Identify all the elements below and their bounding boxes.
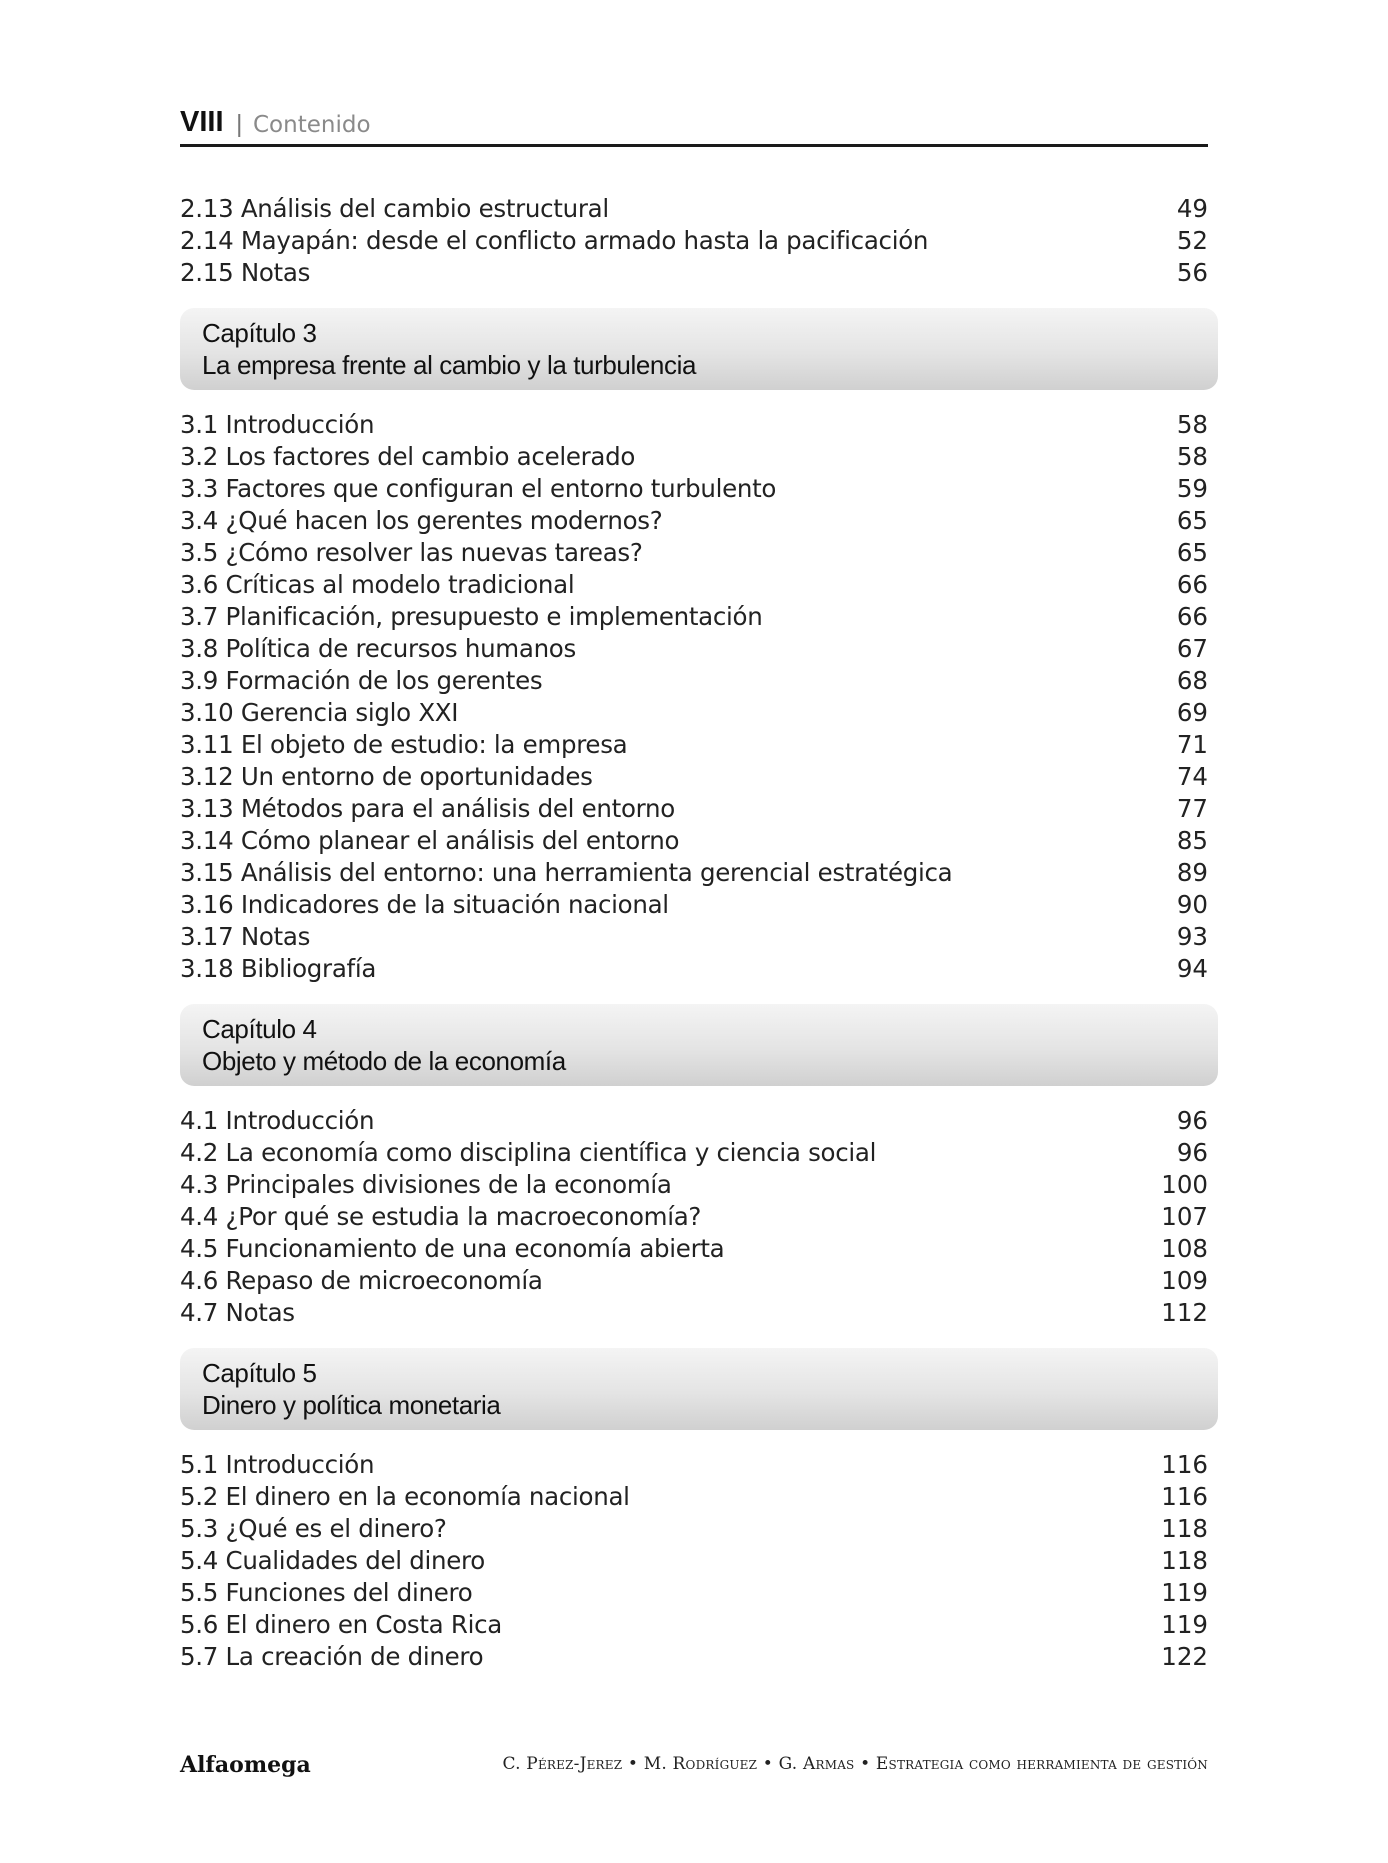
toc-entry-page: 96 bbox=[1176, 1138, 1208, 1167]
toc-entry-label: 3.18 Bibliografía bbox=[180, 954, 377, 983]
toc-entry bbox=[180, 1481, 1208, 1513]
toc-entry bbox=[180, 1265, 1208, 1297]
toc-entry bbox=[180, 633, 1208, 665]
toc-entry-label: 2.14 Mayapán: desde el conflicto armado hasta la pacificación bbox=[180, 226, 929, 255]
toc-entry bbox=[180, 857, 1208, 889]
toc-entry-label: 5.7 La creación de dinero bbox=[180, 1642, 484, 1671]
toc-entry-page: 89 bbox=[1176, 858, 1208, 887]
toc-entry bbox=[180, 473, 1208, 505]
chapter-number: Capítulo 5 bbox=[202, 1358, 317, 1388]
toc-entry-label: 3.14 Cómo planear el análisis del entorno bbox=[180, 826, 680, 855]
toc-entry-page: 67 bbox=[1176, 634, 1208, 663]
toc-entry-label: 5.6 El dinero en Costa Rica bbox=[180, 1610, 502, 1639]
toc-entry bbox=[180, 193, 1208, 225]
toc-entry-label: 5.5 Funciones del dinero bbox=[180, 1578, 473, 1607]
toc-entry-page: 74 bbox=[1176, 762, 1208, 791]
table-of-contents bbox=[180, 193, 1208, 1673]
toc-entry bbox=[180, 761, 1208, 793]
toc-entry bbox=[180, 1609, 1208, 1641]
toc-entry-page: 56 bbox=[1176, 258, 1208, 287]
toc-entry-label: 3.16 Indicadores de la situación nacional bbox=[180, 890, 669, 919]
toc-entry-page: 96 bbox=[1176, 1106, 1208, 1135]
toc-entry bbox=[180, 1297, 1208, 1329]
toc-entry bbox=[180, 1137, 1208, 1169]
toc-entry-label: 3.10 Gerencia siglo XXI bbox=[180, 698, 459, 727]
toc-entry-page: 49 bbox=[1176, 194, 1208, 223]
toc-entry-page: 85 bbox=[1176, 826, 1208, 855]
publisher-name: Alfaomega bbox=[180, 1752, 311, 1778]
toc-entry-label: 3.2 Los factores del cambio acelerado bbox=[180, 442, 636, 471]
toc-entry-page: 116 bbox=[1161, 1450, 1208, 1479]
toc-entry-label: 3.11 El objeto de estudio: la empresa bbox=[180, 730, 628, 759]
toc-entry-label: 2.13 Análisis del cambio estructural bbox=[180, 194, 609, 223]
authors-and-title: C. Pérez-Jerez • M. Rodríguez • G. Armas • Estrategia como herramienta de gestión bbox=[502, 1754, 1208, 1774]
toc-entry-label: 3.4 ¿Qué hacen los gerentes modernos? bbox=[180, 506, 663, 535]
toc-entry-label: 3.7 Planificación, presupuesto e implementación bbox=[180, 602, 763, 631]
toc-entry-page: 65 bbox=[1176, 538, 1208, 567]
toc-entry-page: 118 bbox=[1161, 1514, 1208, 1543]
toc-entry-page: 116 bbox=[1161, 1482, 1208, 1511]
toc-entry bbox=[180, 729, 1208, 761]
toc-entry-label: 4.2 La economía como disciplina científica y ciencia social bbox=[180, 1138, 877, 1167]
toc-entry-label: 4.6 Repaso de microeconomía bbox=[180, 1266, 543, 1295]
toc-entry-page: 52 bbox=[1176, 226, 1208, 255]
toc-entry-page: 107 bbox=[1161, 1202, 1208, 1231]
toc-entry bbox=[180, 1545, 1208, 1577]
toc-entry-page: 66 bbox=[1176, 570, 1208, 599]
chapter-title: Dinero y política monetaria bbox=[202, 1390, 501, 1420]
toc-entry-page: 69 bbox=[1176, 698, 1208, 727]
toc-entry bbox=[180, 1201, 1208, 1233]
chapter-heading bbox=[180, 1348, 1218, 1430]
chapter-heading bbox=[180, 308, 1218, 390]
toc-entry bbox=[180, 953, 1208, 985]
toc-entry bbox=[180, 257, 1208, 289]
toc-entry bbox=[180, 825, 1208, 857]
toc-entry-label: 5.2 El dinero en la economía nacional bbox=[180, 1482, 630, 1511]
toc-entry-page: 77 bbox=[1176, 794, 1208, 823]
toc-entry-page: 122 bbox=[1161, 1642, 1208, 1671]
toc-entry-label: 3.15 Análisis del entorno: una herramienta gerencial estratégica bbox=[180, 858, 953, 887]
page-header bbox=[180, 104, 1208, 147]
toc-entry-label: 4.7 Notas bbox=[180, 1298, 295, 1327]
toc-entry bbox=[180, 1169, 1208, 1201]
toc-entry bbox=[180, 697, 1208, 729]
toc-entry bbox=[180, 409, 1208, 441]
chapter-number: Capítulo 4 bbox=[202, 1014, 317, 1044]
toc-entry-label: 3.8 Política de recursos humanos bbox=[180, 634, 576, 663]
toc-entry-label: 5.1 Introducción bbox=[180, 1450, 375, 1479]
toc-entry bbox=[180, 1513, 1208, 1545]
toc-entry-label: 3.3 Factores que configuran el entorno turbulento bbox=[180, 474, 777, 503]
toc-entry-page: 58 bbox=[1176, 410, 1208, 439]
toc-chapters bbox=[180, 308, 1208, 1673]
toc-entry-label: 3.6 Críticas al modelo tradicional bbox=[180, 570, 575, 599]
toc-entry-label: 5.3 ¿Qué es el dinero? bbox=[180, 1514, 447, 1543]
toc-entry bbox=[180, 441, 1208, 473]
toc-entry-label: 4.3 Principales divisiones de la economía bbox=[180, 1170, 672, 1199]
toc-entry-label: 3.13 Métodos para el análisis del entorno bbox=[180, 794, 675, 823]
toc-entry-page: 100 bbox=[1161, 1170, 1208, 1199]
toc-entry-page: 108 bbox=[1161, 1234, 1208, 1263]
toc-entry bbox=[180, 225, 1208, 257]
header-separator: | bbox=[236, 110, 243, 138]
toc-entry-label: 4.5 Funcionamiento de una economía abierta bbox=[180, 1234, 725, 1263]
chapter-title: La empresa frente al cambio y la turbulencia bbox=[202, 350, 697, 380]
chapter-entries bbox=[180, 1449, 1208, 1673]
section-title: Contenido bbox=[253, 112, 371, 138]
toc-entry bbox=[180, 665, 1208, 697]
toc-entry bbox=[180, 1105, 1208, 1137]
toc-entry-page: 66 bbox=[1176, 602, 1208, 631]
toc-entry bbox=[180, 1577, 1208, 1609]
toc-entries-continued bbox=[180, 193, 1208, 289]
toc-entry-page: 68 bbox=[1176, 666, 1208, 695]
toc-entry-page: 90 bbox=[1176, 890, 1208, 919]
toc-entry-label: 5.4 Cualidades del dinero bbox=[180, 1546, 485, 1575]
toc-entry-page: 71 bbox=[1176, 730, 1208, 759]
toc-entry-page: 59 bbox=[1176, 474, 1208, 503]
toc-entry-page: 58 bbox=[1176, 442, 1208, 471]
toc-entry bbox=[180, 1449, 1208, 1481]
toc-entry bbox=[180, 569, 1208, 601]
toc-entry bbox=[180, 793, 1208, 825]
toc-entry-page: 112 bbox=[1161, 1298, 1208, 1327]
toc-entry bbox=[180, 889, 1208, 921]
toc-entry-page: 118 bbox=[1161, 1546, 1208, 1575]
toc-entry bbox=[180, 505, 1208, 537]
chapter-number: Capítulo 3 bbox=[202, 318, 317, 348]
toc-entry bbox=[180, 1641, 1208, 1673]
toc-entry bbox=[180, 1233, 1208, 1265]
chapter-title: Objeto y método de la economía bbox=[202, 1046, 566, 1076]
chapter-entries bbox=[180, 1105, 1208, 1329]
toc-entry-label: 3.1 Introducción bbox=[180, 410, 375, 439]
toc-entry bbox=[180, 601, 1208, 633]
chapter-heading bbox=[180, 1004, 1218, 1086]
toc-entry-page: 65 bbox=[1176, 506, 1208, 535]
toc-entry-page: 93 bbox=[1176, 922, 1208, 951]
toc-entry-label: 4.1 Introducción bbox=[180, 1106, 375, 1135]
toc-entry-label: 3.9 Formación de los gerentes bbox=[180, 666, 543, 695]
toc-entry-page: 94 bbox=[1176, 954, 1208, 983]
toc-entry bbox=[180, 537, 1208, 569]
toc-entry-label: 3.12 Un entorno de oportunidades bbox=[180, 762, 593, 791]
page-number-roman: VIII bbox=[180, 106, 224, 138]
toc-entry-label: 2.15 Notas bbox=[180, 258, 311, 287]
toc-entry-page: 119 bbox=[1161, 1578, 1208, 1607]
toc-entry bbox=[180, 921, 1208, 953]
toc-entry-label: 3.5 ¿Cómo resolver las nuevas tareas? bbox=[180, 538, 643, 567]
toc-entry-label: 4.4 ¿Por qué se estudia la macroeconomía? bbox=[180, 1202, 702, 1231]
page-footer bbox=[180, 1752, 1208, 1782]
chapter-entries bbox=[180, 409, 1208, 985]
toc-entry-page: 109 bbox=[1161, 1266, 1208, 1295]
toc-entry-page: 119 bbox=[1161, 1610, 1208, 1639]
toc-entry-label: 3.17 Notas bbox=[180, 922, 311, 951]
